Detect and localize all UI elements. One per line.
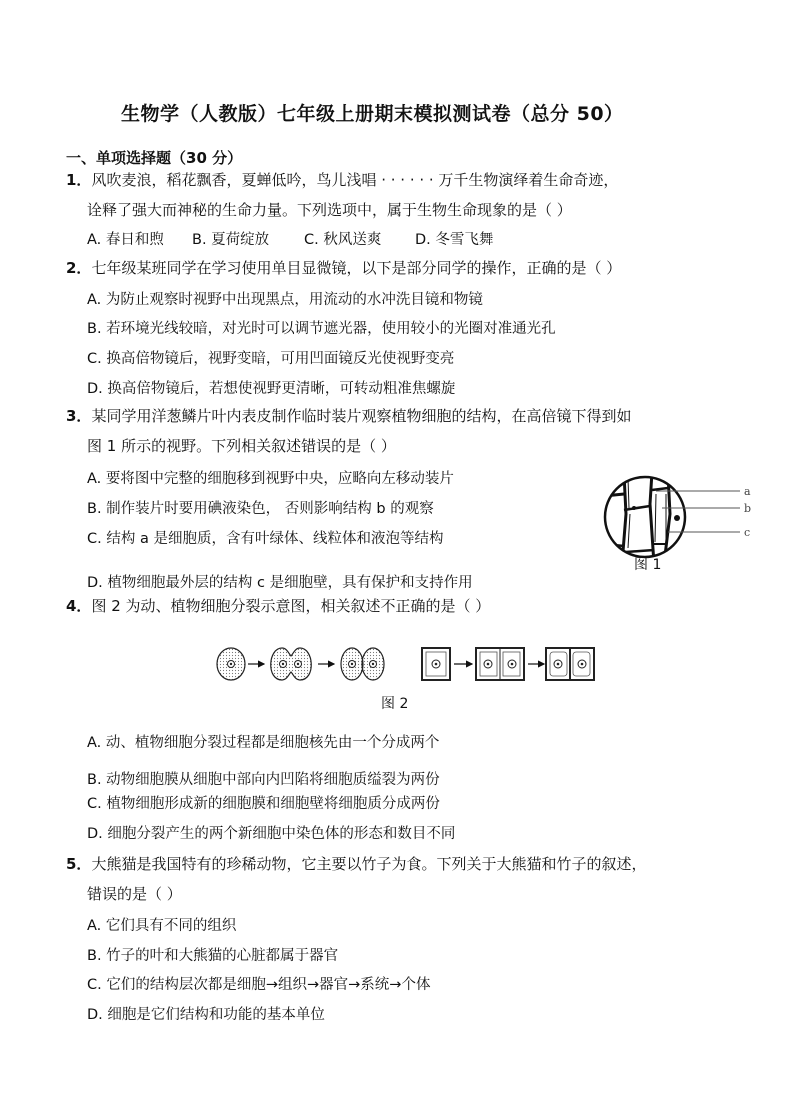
question-stem-line: 某同学用洋葱鳞片叶内表皮制作临时装片观察植物细胞的结构，在高倍镜下得到如 — [91, 407, 632, 425]
option-c: C. 它们的结构层次都是细胞→组织→器官→系统→个体 — [87, 977, 431, 993]
question-number: 3． — [66, 407, 92, 425]
cell-nucleus — [674, 515, 680, 521]
question-stem-line: 图 2 为动、植物细胞分裂示意图，相关叙述不正确的是（ ） — [91, 597, 491, 615]
question-stem-line: 七年级某班同学在学习使用单目显微镜，以下是部分同学的操作，正确的是（ ） — [91, 259, 622, 277]
cell-nucleus — [632, 506, 636, 510]
question-stem-line: 图 1 所示的视野。下列相关叙述错误的是（ ） — [87, 437, 396, 455]
label-c: c — [744, 526, 751, 539]
label-b: b — [744, 502, 752, 515]
option-c: C. 植物细胞形成新的细胞膜和细胞壁将细胞质分成两份 — [87, 796, 440, 812]
question-number: 2． — [66, 259, 92, 277]
option-a: A. 要将图中完整的细胞移到视野中央，应略向左移动装片 — [87, 471, 454, 487]
option-d: D. 植物细胞最外层的结构 c 是细胞壁，具有保护和支持作用 — [87, 575, 473, 591]
question-number: 4． — [66, 597, 92, 615]
question-stem-line: 大熊猫是我国特有的珍稀动物，它主要以竹子为食。下列关于大熊猫和竹子的叙述， — [91, 855, 647, 873]
question-stem-line: 诠释了强大而神秘的生命力量。下列选项中，属于生物生命现象的是（ ） — [87, 201, 572, 219]
figure-2-plant-cell-division — [420, 644, 596, 684]
option-d: D. 细胞分裂产生的两个新细胞中染色体的形态和数目不同 — [87, 826, 456, 842]
option-a: A. 动、植物细胞分裂过程都是细胞核先由一个分成两个 — [87, 735, 440, 751]
option-b: B. 竹子的叶和大熊猫的心脏都属于器官 — [87, 948, 339, 964]
figure-2-animal-cell-division — [216, 642, 390, 686]
option-b: B. 制作装片时要用碘液染色， 否则影响结构 b 的观察 — [87, 501, 434, 517]
label-a: a — [744, 485, 751, 498]
page-title: 生物学（人教版）七年级上册期末模拟测试卷（总分 50） — [121, 103, 624, 125]
question-stem-line: 风吹麦浪，稻花飘香，夏蝉低吟，鸟儿浅唱 · · · · · · 万千生物演绎着生命奇迹， — [91, 171, 619, 189]
option-b: B. 若环境光线较暗，对光时可以调节遮光器，使用较小的光圈对准通光孔 — [87, 321, 556, 337]
figure-1-microscope-view — [604, 474, 754, 574]
option-d: D. 冬雪飞舞 — [415, 232, 494, 248]
question-number: 1． — [66, 171, 92, 189]
option-a: A. 春日和煦 — [87, 232, 164, 248]
figure-2-caption: 图 2 — [381, 696, 409, 712]
figure-1-caption: 图 1 — [634, 557, 662, 573]
option-c: C. 秋风送爽 — [304, 232, 382, 248]
option-c: C. 结构 a 是细胞质，含有叶绿体、线粒体和液泡等结构 — [87, 531, 444, 547]
option-d: D. 细胞是它们结构和功能的基本单位 — [87, 1007, 325, 1023]
question-number: 5． — [66, 855, 92, 873]
option-a: A. 它们具有不同的组织 — [87, 918, 237, 934]
option-b: B. 夏荷绽放 — [192, 232, 270, 248]
option-c: C. 换高倍物镜后，视野变暗，可用凹面镜反光使视野变亮 — [87, 351, 455, 367]
option-d: D. 换高倍物镜后，若想使视野更清晰，可转动粗准焦螺旋 — [87, 381, 456, 397]
option-b: B. 动物细胞膜从细胞中部向内凹陷将细胞质缢裂为两份 — [87, 772, 440, 788]
section-heading: 一、单项选择题（30 分） — [66, 149, 243, 167]
question-stem-line: 错误的是（ ） — [87, 885, 182, 903]
option-a: A. 为防止观察时视野中出现黑点，用流动的水冲洗目镜和物镜 — [87, 292, 483, 308]
